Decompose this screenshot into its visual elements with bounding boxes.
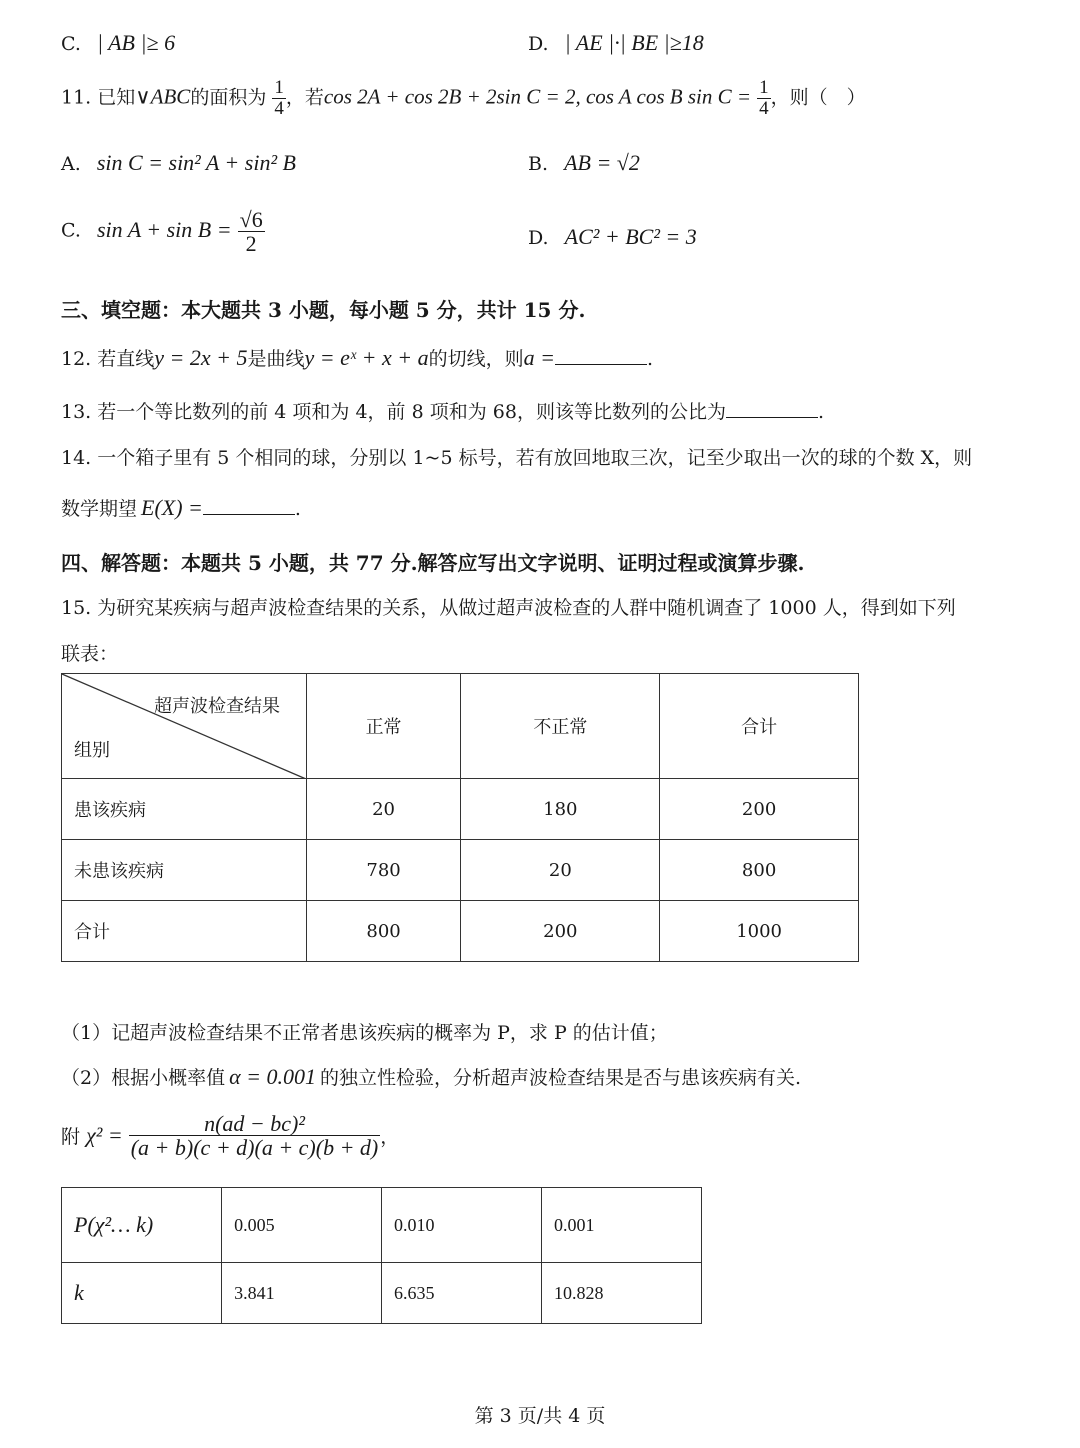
answer-blank[interactable] [555, 348, 647, 365]
table-cell: 20 [306, 779, 461, 840]
contingency-table [61, 673, 859, 962]
frac-num: n(ad − bc)² [129, 1112, 381, 1136]
q12-math: a = [523, 345, 555, 370]
question-number: 11. [61, 86, 92, 109]
row-label: P(χ²… k) [62, 1188, 222, 1263]
q14-line2 [61, 494, 301, 521]
option-text: sin A + sin B = [96, 216, 232, 242]
frac-den: 2 [245, 231, 257, 257]
table-cell: 10.828 [541, 1263, 701, 1324]
q15-math: α = 0.001 [229, 1064, 316, 1089]
option-label: B. [528, 153, 549, 175]
question-number: 14. [61, 447, 92, 469]
table-cell: 180 [461, 779, 660, 840]
table-cell: 3.841 [222, 1263, 382, 1324]
q12 [61, 344, 653, 371]
answer-blank[interactable] [726, 401, 818, 418]
table-header: 正常 [306, 674, 461, 779]
q11-text: 的面积为 [190, 86, 267, 109]
table-cell: 0.001 [541, 1188, 701, 1263]
page-footer: 第 3 页/共 4 页 [474, 1405, 606, 1427]
q13-text: . [817, 401, 824, 423]
q12-text: 的切线，则 [428, 348, 524, 370]
table-cell: 6.635 [382, 1263, 542, 1324]
q12-math: y = 2x + 5 [154, 345, 248, 370]
option-text: | AB |≥ 6 [96, 30, 176, 55]
option-label: D. [528, 33, 549, 55]
q11-condition: cos 2A + cos 2B + 2sin C = 2, cos A cos B sin C = [323, 84, 752, 109]
q11-stem [61, 78, 866, 119]
reference-table [61, 1187, 702, 1324]
q11-text: 已知 [97, 86, 136, 109]
table-cell: 0.005 [222, 1188, 382, 1263]
option-label: C. [61, 219, 81, 242]
answer-blank[interactable] [203, 498, 295, 515]
frac-num: 1 [274, 77, 284, 98]
q13-text: 若一个等比数列的前 4 项和为 4，前 8 项和为 68，则该等比数列的公比为 [97, 401, 726, 423]
option-text: AB = √2 [564, 150, 640, 175]
q15-line2: 联表： [61, 643, 119, 665]
frac-den: (a + b)(c + d)(a + c)(b + d) [130, 1135, 379, 1161]
chi-symbol: χ² = [86, 1122, 123, 1148]
q11-triangle: ∨ABC [135, 84, 191, 109]
option-text: AC² + BC² = 3 [564, 224, 697, 249]
q11-option-c [61, 208, 265, 255]
section-3-title: 三、填空题：本大题共 3 小题，每小题 5 分，共计 15 分. [61, 298, 586, 322]
q12-math: y = eˣ + x + a [304, 345, 429, 370]
q11-text: ，若 [285, 86, 324, 109]
table-cell: 0.010 [382, 1188, 542, 1263]
table-cell: 800 [660, 840, 859, 901]
q14-text: 数学期望 [61, 498, 138, 520]
table-cell: 1000 [660, 901, 859, 962]
question-number: 12. [61, 348, 92, 370]
q11-option-a [61, 150, 296, 176]
diagonal-line [62, 674, 306, 779]
q10-option-c [61, 30, 175, 56]
table-row [62, 901, 859, 962]
q15-text: 为研究某疾病与超声波检查结果的关系，从做过超声波检查的人群中随机调查了 1000 人，得到如下列 [97, 597, 956, 619]
table-row [62, 1263, 702, 1324]
q12-text: . [646, 348, 653, 370]
row-label: 患该疾病 [62, 779, 307, 840]
frac-num: √6 [239, 207, 263, 232]
corner-top-label: 超声波检查结果 [154, 696, 280, 717]
appendix-label: 附 [61, 1126, 81, 1149]
row-label: 合计 [62, 901, 307, 962]
formula-end: ， [380, 1126, 400, 1149]
table-cell: 800 [306, 901, 461, 962]
corner-bottom-label: 组别 [74, 740, 110, 761]
q11-text: ，则（ ） [770, 86, 866, 109]
question-number: 15. [61, 597, 92, 619]
q10-option-d [528, 30, 704, 56]
q11-c-fraction [238, 208, 265, 255]
frac-den: 4 [759, 97, 769, 119]
frac-den: 4 [274, 97, 284, 119]
section-4-title: 四、解答题：本题共 5 小题，共 77 分.解答应写出文字说明、证明过程或演算步骤. [61, 551, 805, 575]
q11-option-b [528, 150, 640, 176]
q14-line1 [61, 443, 972, 470]
table-header: 不正常 [461, 674, 660, 779]
chi-fraction [129, 1112, 381, 1159]
table-corner-cell [62, 674, 307, 779]
table-header: 合计 [660, 674, 859, 779]
row-label: k [62, 1263, 222, 1324]
table-cell: 200 [660, 779, 859, 840]
table-row [62, 840, 859, 901]
q11-option-d [528, 224, 697, 250]
option-text: | AE |·| BE |≥18 [564, 30, 704, 55]
q15-part1: （1）记超声波检查结果不正常者患该疾病的概率为 P，求 P 的估计值； [61, 1022, 668, 1044]
table-row [62, 1188, 702, 1263]
table-cell: 20 [461, 840, 660, 901]
q15-text: 的独立性检验，分析超声波检查结果是否与患该疾病有关. [320, 1067, 802, 1089]
q12-text: 若直线 [97, 348, 155, 370]
question-number: 13. [61, 401, 92, 423]
option-text: sin C = sin² A + sin² B [96, 150, 296, 175]
frac-num: 1 [759, 77, 769, 98]
chi-square-formula [61, 1112, 399, 1159]
row-label: 未患该疾病 [62, 840, 307, 901]
option-label: C. [61, 33, 81, 55]
q14-text: 一个箱子里有 5 个相同的球，分别以 1~5 标号，若有放回地取三次，记至少取出一次的球的个数 X，则 [97, 447, 973, 469]
q15-part2 [61, 1063, 801, 1090]
q14-text: . [294, 498, 301, 520]
q15-line1 [61, 593, 956, 620]
q11-fraction-area [272, 78, 286, 119]
q14-math: E(X) = [141, 495, 203, 520]
option-label: D. [528, 227, 549, 249]
q15-text: （2）根据小概率值 [61, 1067, 226, 1089]
q12-text: 是曲线 [247, 348, 305, 370]
table-cell: 780 [306, 840, 461, 901]
table-cell: 200 [461, 901, 660, 962]
q11-fraction-cond [757, 78, 771, 119]
table-row [62, 779, 859, 840]
q13 [61, 397, 824, 424]
option-label: A. [61, 153, 81, 175]
